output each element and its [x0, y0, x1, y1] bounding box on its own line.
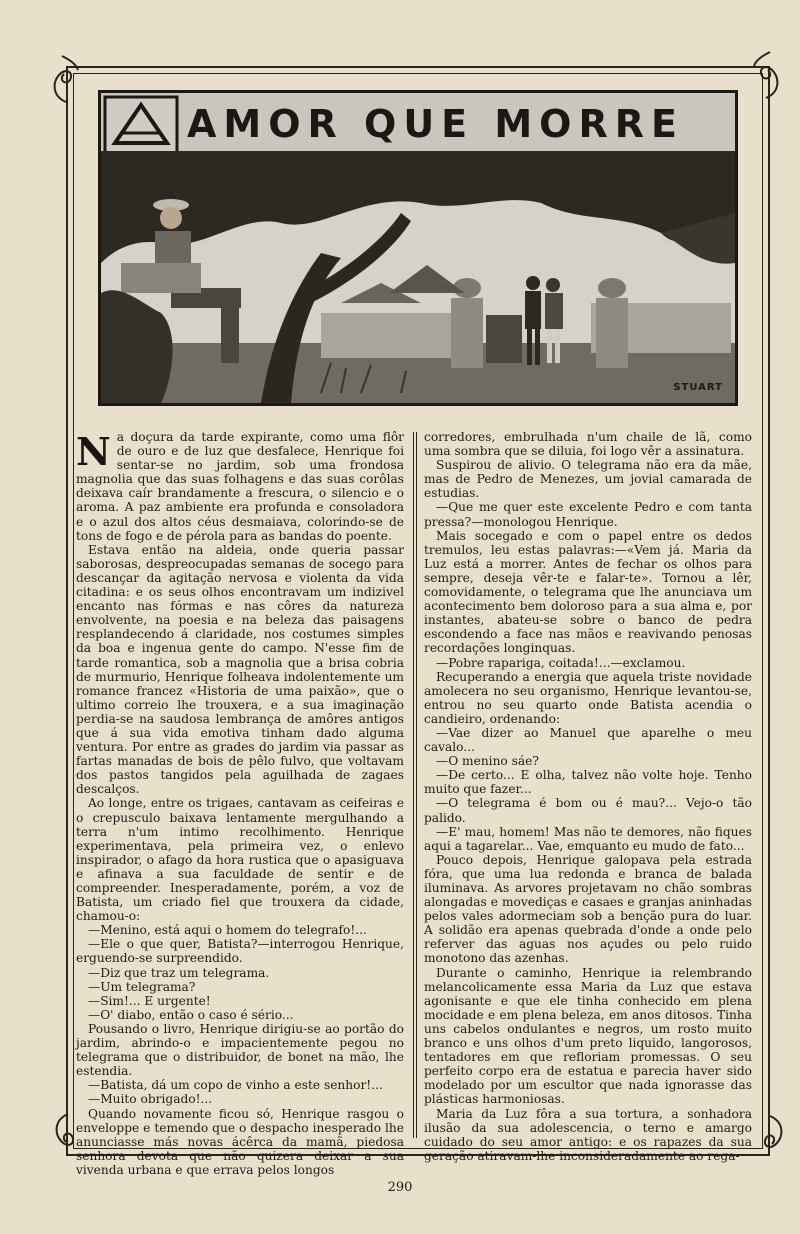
- text-column-right: [424, 430, 752, 1163]
- dialogue-line: —Pobre rapariga, coitada!...—exclamou.: [436, 655, 686, 670]
- dialogue-line: —De certo... E olha, talvez não volte hoje. Tenho muito que fazer...: [424, 768, 752, 797]
- paragraph: Ao longe, entre os trigaes, cantavam as ceifeiras e o crepusculo baixava lentamente mergulhando a terra n'um intimo recolhimento. Henrique experimentava, pela primeira vez, o enlevo inspirador, o afago da hora rustica que o apasiguava e afinava a sua faculdade de sentir e de compreender. Inesperadamente, porém, a voz de Batista, um criado fiel que trouxera da cidade, chamou-o:: [76, 796, 404, 924]
- column-divider-double: [416, 432, 417, 1138]
- drop-cap: N: [76, 429, 111, 474]
- paragraph: corredores, embrulhada n'um chaile de lã, como uma sombra que se diluia, foi logo vêr a assinatura.: [424, 430, 752, 459]
- paragraph: Quando novamente ficou só, Henrique rasgou o enveloppe e temendo que o despacho inesperado lhe anunciasse más novas ácêrca da mamã, piedosa senhora devota que não quizera deixar a sua vivenda urbana e que errava pelos longos: [76, 1106, 404, 1177]
- paragraph: Pousando o livro, Henrique dirigiu-se ao portão do jardim, abrindo-o e impacientemente pegou no telegrama que o distribuidor, de bonet na mão, lhe estendia.: [76, 1021, 404, 1079]
- paragraph: Pouco depois, Henrique galopava pela estrada fóra, que uma lua redonda e branca de balada iluminava. As arvores projetavam no chão sombras alongadas e movediças e casaes e granjas aninhadas pelos vales adormeciam sob a benção pura do luar. A solidão era apenas quebrada d'onde a onde pelo referver das aguas nos açudes ou pelo ruido monotono das azenhas.: [424, 852, 752, 966]
- paragraph: Durante o caminho, Henrique ia relembrando melancolicamente essa Maria da Luz que estava agonisante e que ele tinha conhecido em plena mocidade e em plena beleza, em anos ditosos. Tinha uns cabelos ondulantes e negros, um rosto muito branco e uns olhos d'um preto liquido, langorosos, tentadores em que refloriam promessas. O seu perfeito corpo era de estatua e parecia haver sido modelado por um escultor que nada ignorasse das plásticas harmoniosas.: [424, 965, 752, 1107]
- dialogue-line: —Que me quer este excelente Pedro e com tanta pressa?—monologou Henrique.: [424, 500, 752, 529]
- page-number: 290: [387, 1180, 413, 1195]
- dialogue-line: —Um telegrama?: [88, 979, 196, 994]
- paragraph: Mais socegado e com o papel entre os dedos tremulos, leu estas palavras:—«Vem já. Maria da Luz está a morrer. Antes de fechar os olhos para sempre, deseja vêr-te e falar-te». Tornou a lêr, comovidamente, o telegrama que lhe anunciava um acontecimento bem doloroso para a sua alma e, por instantes, abateu-se sobre o banco de pedra escondendo a face nas mãos e reavivando penosas recordações longinquas.: [424, 528, 752, 656]
- dialogue-line: —Diz que traz um telegrama.: [88, 965, 270, 980]
- header-illustration: [98, 90, 738, 406]
- dialogue-line: —Batista, dá um copo de vinho a este senhor!...: [88, 1078, 383, 1093]
- dialogue-line: —Muito obrigado!...: [88, 1092, 213, 1107]
- dialogue-line: —Vae dizer ao Manuel que aparelhe o meu cavalo...: [424, 725, 752, 755]
- corner-ornament-top-left: [48, 52, 82, 106]
- corner-ornament-top-right: [750, 48, 784, 102]
- illustration-title: AMOR QUE MORRE: [187, 102, 684, 146]
- dialogue-line: —E' mau, homem! Mas não te demores, não fiques aqui a tagarelar... Vae, emquanto eu mudo de fato...: [424, 824, 752, 853]
- column-divider: [413, 432, 414, 1138]
- dialogue-line: —O menino sáe?: [436, 754, 539, 769]
- paragraph: Estava então na aldeia, onde queria passar saborosas, despreocupadas semanas de socego para descançar da agitação nervosa e violenta da vida citadina: e os seus olhos encontravam um indizivel encanto nas fórmas e nas côres da natureza envolvente, na poesia e na beleza das paisagens resplandecendo á claridade, nos costumes simples da boa e ingenua gente do campo. N'esse fim de tarde romantica, sob a magnolia que a brisa cobria de murmurio, Henrique folheava indolentemente um romance francez «Historia de uma paixão», que o ultimo correio lhe trouxera, e a sua imaginação perdia-se na saudosa lembrança de amôres antigos que á sua vida emotiva tinham dado alguma ventura. Por entre as grades do jardim via passar as fartas manadas de bois de pêlo fulvo, que voltavam dos pastos tangidos pela aguilhada de zagaes descalços.: [76, 542, 404, 797]
- illustrator-signature: STUART: [673, 382, 723, 393]
- paragraph: Recuperando a energia que aquela triste novidade amolecera no seu organismo, Henrique levantou-se, entrou no seu quarto onde Batista acendia o candieiro, ordenando:: [424, 669, 752, 726]
- dialogue-line: —O' diabo, então o caso é sério...: [88, 1007, 294, 1022]
- paragraph: Suspirou de alivio. O telegrama não era da mãe, mas de Pedro de Menezes, um jovial camarada de estudias.: [424, 458, 752, 501]
- dialogue-line: —O telegrama é bom ou é mau?... Vejo-o tão palido.: [424, 796, 752, 825]
- opening-paragraph: Na doçura da tarde expirante, como uma flôr de ouro e de luz que desfalece, Henrique foi sentar-se no jardim, sob uma frondosa magnolia que das suas folhagens e das suas corôlas deixava caír brandamente a frescura, o silencio e o aroma. A paz ambiente era profunda e consoladora e o azul dos altos céus desmaiava, colorindo-se de tons de fogo e de pérola para as bandas do poente.: [76, 429, 404, 543]
- dialogue-line: —Ele o que quer, Batista?—interrogou Henrique, erguendo-se surpreendido.: [76, 937, 404, 966]
- corner-ornament-bottom-right: [754, 1112, 788, 1166]
- text-column-left: [76, 430, 404, 1177]
- paragraph: Maria da Luz fôra a sua tortura, a sonhadora ilusão da sua adolescencia, o terno e amargo cuidado do seu amor antigo: e os rapazes da sua geração atiravam-lhe inconsideradamente ao rega-: [424, 1106, 752, 1163]
- dialogue-line: —Sim!... E urgente!: [88, 993, 211, 1008]
- dialogue-line: —Menino, está aqui o homem do telegrafo!...: [88, 923, 367, 938]
